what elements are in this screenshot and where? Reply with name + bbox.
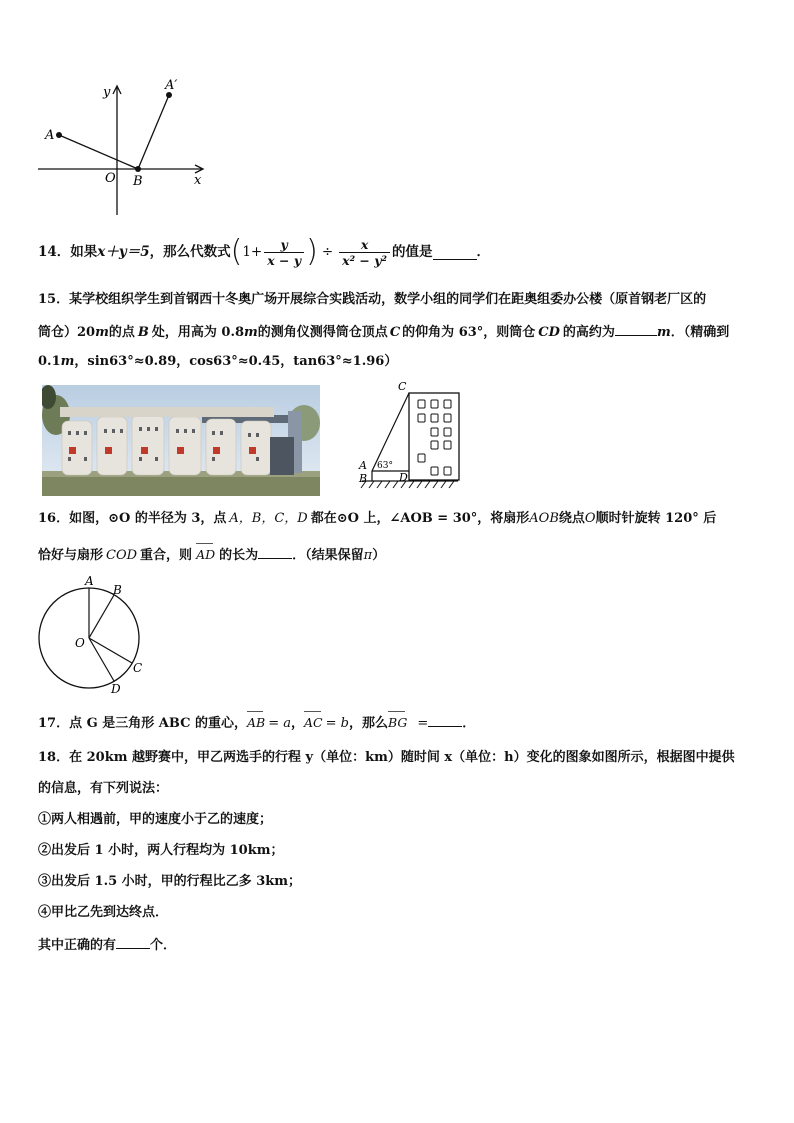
- q14-f1-num: y: [264, 237, 304, 253]
- q18-ans-b: 个．: [150, 938, 177, 953]
- q17-vec-AC: AC: [304, 713, 323, 733]
- q15-fig-angle: 63°: [377, 461, 393, 471]
- segment-AB: [59, 135, 138, 169]
- q16-O: O: [584, 511, 596, 526]
- q15-m3: m: [656, 325, 671, 340]
- q18-statement-3: ③出发后 1.5 小时，甲的行程比乙多 3km；: [38, 874, 302, 889]
- q16-l1b: 都在⊙O 上，∠AOB = 30°，将扇形: [310, 511, 530, 526]
- q18-answer-blank: [116, 934, 150, 949]
- q15-l2f: 的高约为: [562, 325, 615, 340]
- q18-statement-4: ④甲比乙先到达终点．: [38, 905, 169, 920]
- q17-comma: ，: [290, 716, 304, 731]
- q14-suffix: 的值是: [392, 244, 433, 260]
- q14-fraction-2: [339, 237, 390, 268]
- q15-fig-A: A: [359, 459, 367, 472]
- point-A: [56, 132, 62, 138]
- q16-fig-C: C: [133, 661, 143, 675]
- q16-circle-figure: [30, 572, 160, 700]
- q15-fig-B: B: [359, 472, 368, 485]
- q15-line-3: [38, 352, 397, 372]
- label-y: y: [103, 85, 111, 100]
- q18-line-2: 的信息，有下列说法：: [38, 781, 169, 796]
- q15-C: C: [389, 325, 401, 340]
- q14-condition: x＋y＝5: [97, 244, 150, 260]
- q17-vec-AB: AB: [247, 713, 265, 733]
- q14-f2-num: x: [339, 237, 390, 253]
- q15-l3a: 0.1: [38, 354, 61, 369]
- q16-COD: COD: [106, 548, 138, 563]
- q17-eq-a: = a: [268, 716, 291, 731]
- q17-b: ，那么: [348, 716, 388, 731]
- q15-m2: m: [244, 325, 258, 340]
- left-paren: (: [230, 234, 243, 269]
- q18-statement-1: ①两人相遇前，甲的速度小于乙的速度；: [38, 812, 273, 827]
- q18-answer-line: [38, 934, 176, 956]
- q14-end: ．: [476, 244, 490, 260]
- right-paren: ): [306, 234, 318, 269]
- label-B: B: [133, 174, 143, 189]
- q15-answer-blank: [615, 321, 657, 336]
- q14-div: ÷: [321, 244, 334, 260]
- label-A-prime: A′: [165, 78, 178, 93]
- q14-f2-den: x² − y²: [342, 252, 387, 268]
- q14-f1-den: x − y: [267, 252, 302, 268]
- q16-AOB: AOB: [529, 511, 559, 526]
- q18-ans-a: 其中正确的有: [38, 938, 117, 953]
- q17-vec-BG: BG: [388, 713, 407, 733]
- q16-l2c: 的长为: [219, 548, 259, 563]
- q14-one-plus: 1+: [242, 244, 263, 260]
- q14-answer-blank: [433, 245, 477, 260]
- q16-fig-D: D: [111, 682, 121, 696]
- label-A: A: [45, 128, 55, 143]
- question-14: [38, 232, 490, 272]
- q16-l2b: 重合，则: [140, 548, 193, 563]
- q15-l2g: ．（精确到: [670, 325, 730, 340]
- label-x: x: [194, 173, 202, 188]
- q15-line-2: [38, 321, 729, 343]
- segment-BA2: [138, 95, 169, 169]
- silo-building-photo: [42, 385, 320, 496]
- q17-eq-b: = b: [325, 716, 349, 731]
- q16-answer-blank: [258, 544, 292, 559]
- q15-elevation-figure: [352, 378, 464, 496]
- coordinate-figure: [30, 75, 220, 220]
- q16-l2d: ．（结果保留: [292, 548, 364, 563]
- question-17: [38, 712, 475, 734]
- q14-prefix: 14．如果: [38, 244, 98, 260]
- q15-l2c: 处，用高为 0.8: [151, 325, 245, 340]
- q16-l1d: 顺时针旋转 120° 后: [595, 511, 717, 526]
- q17-answer-blank: [428, 712, 462, 727]
- q15-fig-C: C: [398, 380, 407, 393]
- q15-fig-D: D: [399, 471, 408, 484]
- q15-l2b: 的点: [108, 325, 135, 340]
- q15-l2a: 筒仓）20: [38, 325, 96, 340]
- point-B: [135, 166, 141, 172]
- q16-l2a: 恰好与扇形: [38, 548, 104, 563]
- q17-a: 17．点 G 是三角形 ABC 的重心，: [38, 716, 247, 731]
- q15-m1: m: [95, 325, 109, 340]
- q15-l3b: ，sin63°≈0.89，cos63°≈0.45，tan63°≈1.96）: [74, 354, 398, 369]
- q16-fig-A: A: [85, 574, 94, 588]
- q16-pi: π: [363, 548, 373, 563]
- q17-eq: =: [417, 716, 429, 731]
- label-O: O: [105, 171, 116, 186]
- q18-statement-2: ②出发后 1 小时，两人行程均为 10km；: [38, 843, 284, 858]
- q14-mid: ，那么代数式: [149, 244, 231, 260]
- q15-line-1: 15．某学校组织学生到首钢西十冬奥广场开展综合实践活动，数学小组的同学们在距奥组委办公楼（原首钢老厂区的: [38, 292, 707, 307]
- q16-line-2: [38, 544, 385, 566]
- q15-B: B: [137, 325, 149, 340]
- q16-l1c: 绕点: [558, 511, 585, 526]
- q16-fig-O: O: [75, 636, 85, 650]
- q14-fraction-1: [264, 237, 304, 268]
- q16-points: A，B，C，D: [229, 511, 308, 526]
- q17-end: ．: [462, 716, 476, 731]
- q15-m4: m: [60, 354, 75, 369]
- q15-CD: CD: [538, 325, 560, 340]
- q16-arc-AD: AD: [196, 545, 215, 565]
- q16-fig-B: B: [113, 583, 122, 597]
- q16-l1a: 16．如图，⊙O 的半径为 3，点: [38, 511, 227, 526]
- q15-l2e: 的仰角为 63°，则筒仓: [402, 325, 536, 340]
- q16-line-1: [38, 509, 716, 529]
- q15-l2d: 的测角仪测得筒仓顶点: [257, 325, 388, 340]
- q16-l2e: ）: [372, 548, 386, 563]
- q18-line-1: 18．在 20km 越野赛中，甲乙两选手的行程 y（单位：km）随时间 x（单位：h）变化的图象如图所示，根据图中提供: [38, 750, 735, 765]
